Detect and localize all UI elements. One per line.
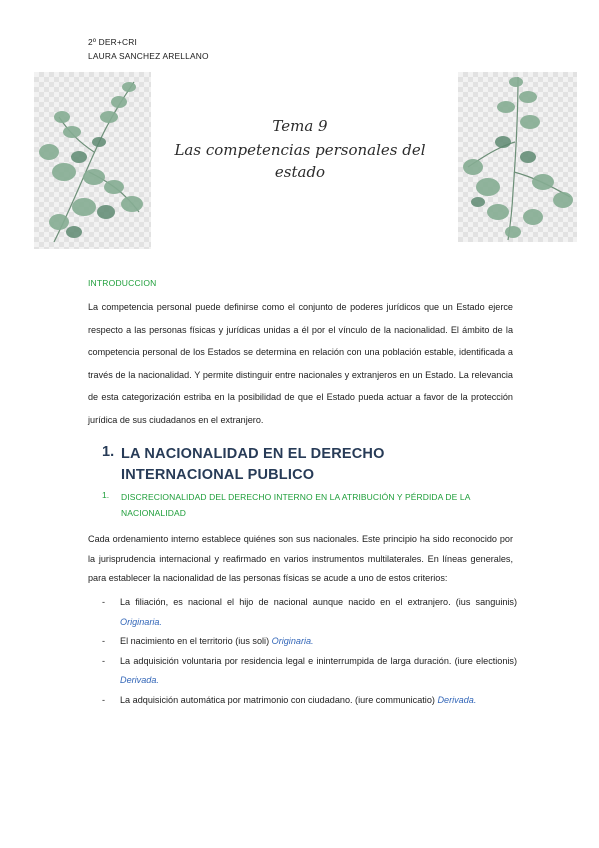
topic-title-continued: estado	[274, 163, 326, 181]
list-item-tag: Originaria.	[120, 616, 162, 627]
subsection-heading: DISCRECIONALIDAD DEL DERECHO INTERNO EN LA ATRIBUCIÓN Y PÉRDIDA DE LA NACIONALIDAD	[121, 492, 471, 518]
header-block	[88, 36, 209, 63]
list-item	[102, 691, 517, 711]
left-eucalyptus-image	[34, 72, 151, 249]
right-eucalyptus-image	[458, 72, 577, 242]
list-item-text: La filiación, es nacional el hijo de nacional aunque nacido en el extranjero. (ius sanguinis)	[120, 597, 517, 607]
author-name: LAURA SANCHEZ ARELLANO	[88, 50, 209, 61]
list-dash: -	[102, 597, 106, 607]
list-item-text: La adquisición voluntaria por residencia legal e ininterrumpida de larga duración. (iure electionis)	[120, 655, 517, 666]
topic-title: Las competencias personales del	[174, 141, 426, 159]
eucalyptus-branch-icon	[458, 72, 577, 242]
list-item	[102, 632, 517, 652]
eucalyptus-branch-icon	[34, 72, 151, 249]
list-item-tag: Derivada.	[120, 675, 159, 685]
course-label: 2º DER+CRI	[88, 37, 138, 47]
list-item-tag: Derivada.	[437, 694, 477, 705]
list-item	[102, 652, 517, 691]
list-dash: -	[102, 636, 106, 646]
list-dash: -	[102, 694, 106, 705]
document-title	[160, 113, 440, 183]
list-item-text: La adquisición automática por matrimonio con ciudadano. (iure communicatio)	[120, 694, 435, 705]
list-item	[102, 593, 517, 632]
intro-paragraph: La competencia personal puede definirse como el conjunto de poderes jurídicos que un Estado ejerce respecto a las personas físicas y jurídicas unidas a él por el vínculo de la nacionalidad. El ámbito de la competencia personal de los Estados se determina en relación con una población estable, identificada a través de la nacionalidad. Y permite distinguir entre nacionales y extranjeros en un Estado. La relevancia de esta categorización estriba en la posibilidad de que el Estado pueda actuar a favor de la protección jurídica de sus ciudadanos en el extranjero.	[88, 302, 513, 425]
criteria-list	[102, 593, 517, 710]
section-number: 1.	[102, 444, 115, 460]
topic-number: Tema 9	[272, 117, 328, 135]
intro-heading: INTRODUCCION	[88, 278, 157, 288]
list-item-tag: Originaria.	[271, 636, 314, 646]
section-paragraph: Cada ordenamiento interno establece quiénes son sus nacionales. Este principio ha sido reconocido por la jurisprudencia internacional y reafirmado en varios instrumentos multilaterales. En líneas generales, para establecer la nacionalidad de las personas físicas se acude a uno de estos criterios:	[88, 534, 513, 583]
section-heading: LA NACIONALIDAD EN EL DERECHO INTERNACIONAL PUBLICO	[121, 446, 385, 483]
list-dash: -	[102, 655, 106, 666]
list-item-text: El nacimiento en el territorio (ius soli)	[120, 636, 270, 646]
subsection-number: 1.	[102, 490, 110, 500]
